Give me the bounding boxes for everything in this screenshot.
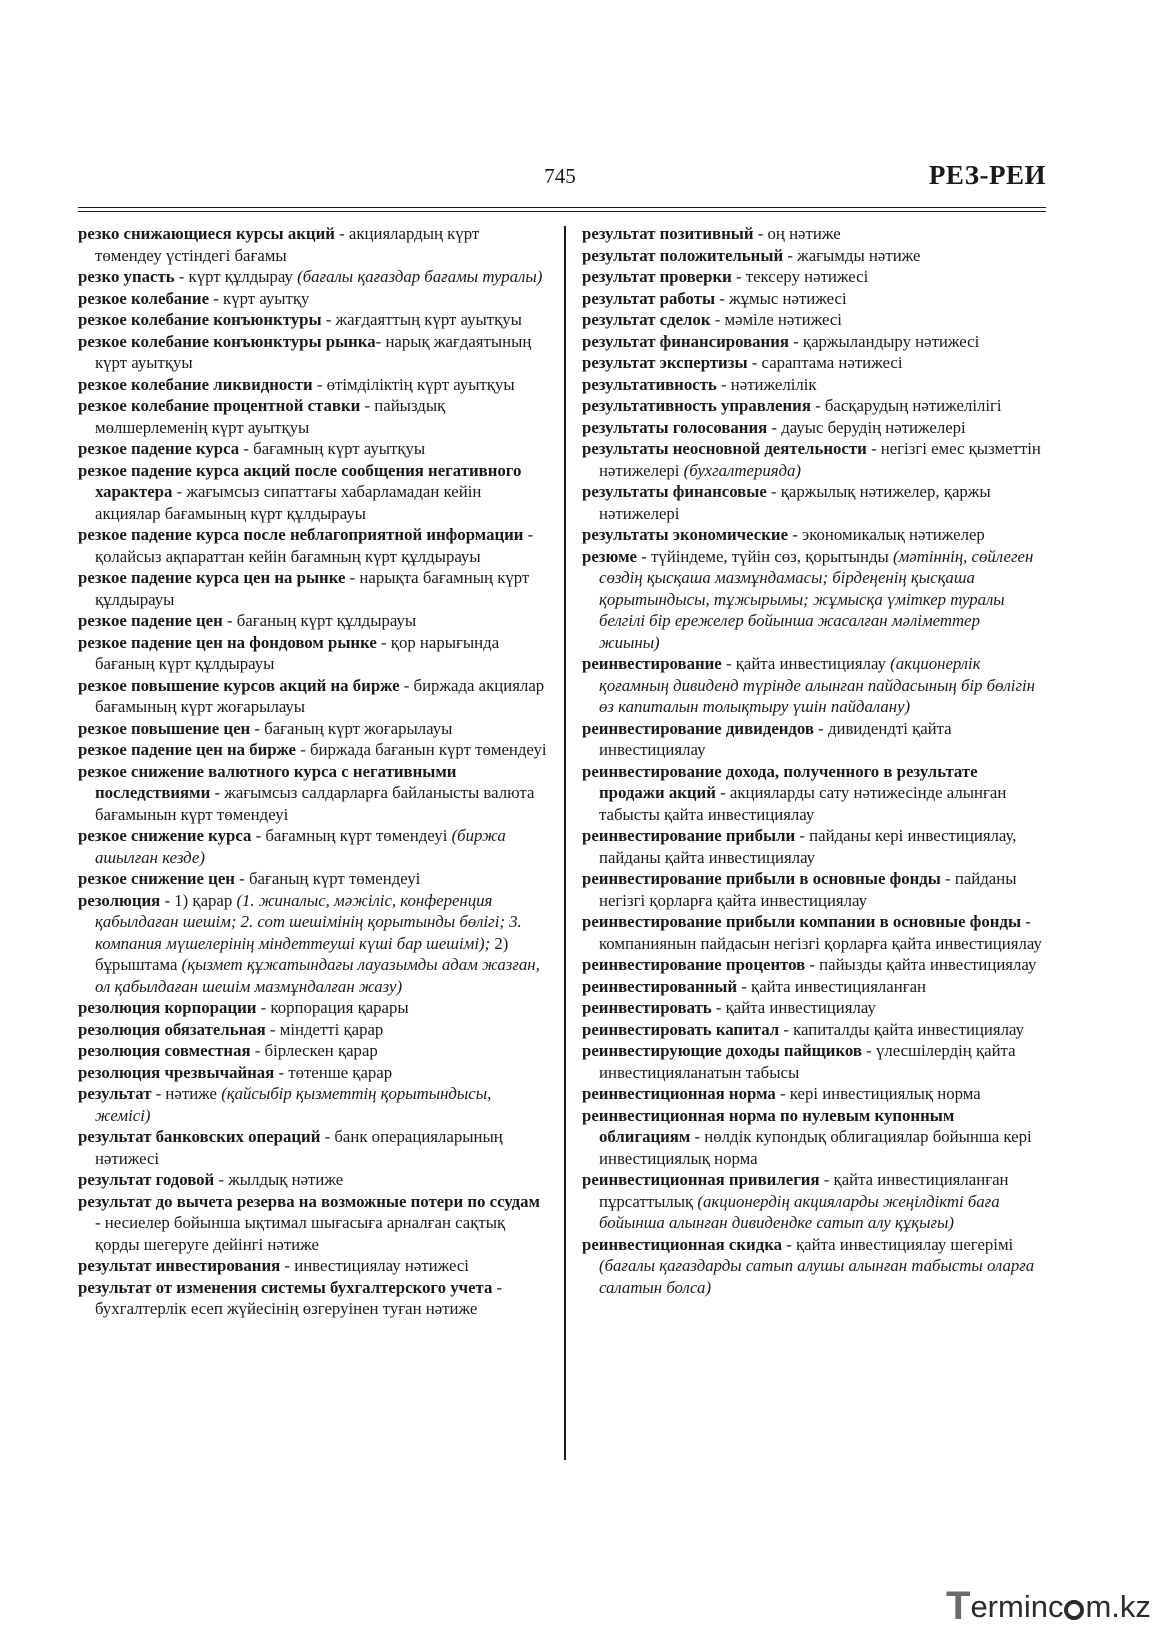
entry-headword: реинвестирование прибыли компании в основные фонды (582, 912, 1022, 931)
dictionary-entry (582, 911, 1044, 954)
entry-translation: - қайта инвестициялау (711, 998, 876, 1017)
left-column (78, 223, 548, 1320)
dictionary-entry (582, 546, 1044, 654)
entry-headword: реинвестировать (582, 998, 712, 1017)
running-head: РЕЗ-РЕИ (928, 160, 1046, 190)
dictionary-entry (582, 1019, 1044, 1041)
entry-headword: результат позитивный (582, 224, 754, 243)
dictionary-entry (78, 632, 548, 675)
entry-headword: реинвестиционная привилегия (582, 1170, 820, 1189)
dictionary-entry (582, 374, 1044, 396)
entry-translation: - төтенше қарар (274, 1062, 393, 1082)
entry-translation: - нөлдік купондық облигациялар бойынша кері инвестициялық норма (599, 1127, 1032, 1168)
entry-headword: результат от изменения системы бухгалтерского учета (78, 1277, 493, 1297)
entry-headword: резкое колебание (78, 288, 210, 308)
site-logo (946, 1584, 1151, 1629)
dictionary-entry (582, 395, 1044, 417)
logo-letter: T (946, 1584, 971, 1628)
entry-headword: реинвестировать капитал (582, 1019, 780, 1039)
entry-translation: - тексеру нәтижесі (731, 267, 869, 286)
entry-translation: - бірлескен қарар (250, 1041, 378, 1060)
entry-translation: - жағымсыз сипаттағы хабарламадан кейін акциялар бағамының күрт құлдырауы (95, 482, 482, 523)
dictionary-entry (78, 890, 548, 998)
entry-headword: результат годовой (78, 1170, 215, 1189)
entry-translation: - мәміле нәтижесі (710, 310, 842, 329)
entry-translation: - жұмыс нәтижесі (715, 288, 847, 308)
dictionary-entry (582, 825, 1044, 868)
dictionary-entry (78, 1040, 548, 1062)
dictionary-entry (78, 868, 548, 890)
entry-headword: резолюция чрезвычайная (78, 1062, 275, 1082)
entry-translation: - банк операцияларының нәтижесі (95, 1127, 503, 1168)
entry-translation: - компаниянын пайдасын негізгі қорларға қайта инвестициялау (599, 912, 1042, 953)
entry-note: (бухгалтерияда) (683, 460, 801, 480)
dictionary-entry (78, 1255, 548, 1277)
dictionary-entry (78, 610, 548, 632)
entry-headword: реинвестиционная норма (582, 1084, 776, 1103)
entry-headword: резкое падение курса после неблагоприятной информации (78, 525, 524, 544)
dictionary-entry (582, 481, 1044, 524)
entry-translation: - акциялардың күрт төмендеу үстіндегі бағамы (95, 224, 480, 265)
entry-headword: резолюция корпорации (78, 998, 257, 1017)
entry-note: (бағалы қағаздар бағамы туралы) (297, 267, 543, 286)
entry-translation: - бағамның күрт ауытқуы (239, 439, 426, 458)
logo-ring-icon (1064, 1600, 1084, 1620)
entry-headword: реинвестирование (582, 654, 722, 673)
entry-headword: резкое колебание конъюнктуры рынка (78, 331, 376, 351)
entry-note: (акционерлік қоғамның дивиденд түрінде алынған пайдасының бір бөлігін өз капиталын толықтыру үшін пайдалану) (599, 654, 1035, 716)
dictionary-entry (78, 395, 548, 438)
dictionary-entry (78, 438, 548, 460)
entry-headword: резкое колебание конъюнктуры (78, 310, 322, 329)
entry-translation: - дауыс берудің нәтижелері (767, 417, 966, 437)
entry-translation: - қайта инвестицияланған (737, 976, 927, 996)
dictionary-entry (582, 718, 1044, 761)
entry-headword: резкое снижение валютного курса с негативными последствиями (78, 761, 457, 802)
entry-translation: - үлесшілердің қайта инвестицияланатын табысы (599, 1041, 1016, 1082)
entry-headword: резкое падение цен (78, 611, 223, 630)
entry-translation: - басқарудың нәтижелілігі (810, 396, 1002, 415)
entry-headword: результаты неосновной деятельности (582, 439, 867, 458)
entry-headword: результат до вычета резерва на возможные потери по ссудам (78, 1191, 540, 1211)
entry-translation: - несиелер бойынша ықтимал шығасыға арналған сақтық қорды шегеруге дейінгі нәтиже (95, 1213, 506, 1254)
logo-text-part3: m.kz (1085, 1588, 1151, 1624)
entry-note: (қайсыбір қызметтің қорытындысы, жемісі) (95, 1084, 492, 1125)
entry-headword: резко упасть (78, 267, 175, 286)
entry-headword: резкое падение курса акций после сообщения негативного характера (78, 460, 522, 501)
dictionary-entry (582, 868, 1044, 911)
dictionary-entry (78, 567, 548, 610)
dictionary-entry (582, 954, 1044, 976)
entry-headword: реинвестирование дивидендов (582, 718, 814, 738)
entry-translation: - негізгі емес қызметтін нәтижелері (599, 439, 1041, 480)
dictionary-entry (78, 1126, 548, 1169)
dictionary-entry (78, 739, 548, 761)
logo-text-part2: c (1047, 1588, 1064, 1624)
entry-translation: - нәтижелілік (716, 374, 817, 394)
entry-translation: - пайданы кері инвестициялау, пайданы қайта инвестициялау (599, 826, 1017, 867)
dictionary-entry (78, 309, 548, 331)
entry-translation: - бағамның күрт төмендеуі (251, 826, 452, 845)
logo-text-part1: ermin (970, 1588, 1048, 1624)
dictionary-entry (582, 438, 1044, 481)
entry-headword: результат сделок (582, 310, 711, 329)
entry-headword: результативность (582, 374, 717, 394)
dictionary-entry (582, 245, 1044, 267)
entry-translation: - корпорация қарары (256, 998, 409, 1017)
entry-headword: реинвестирование процентов (582, 955, 806, 974)
entry-translation: - бағаның күрт төмендеуі (234, 869, 421, 888)
dictionary-entry (582, 288, 1044, 310)
dictionary-entry (582, 976, 1044, 998)
page-number: 745 (544, 164, 576, 188)
entry-translation: - инвестициялау нәтижесі (280, 1256, 469, 1275)
entry-headword: резко снижающиеся курсы акций (78, 224, 335, 243)
dictionary-entry (582, 417, 1044, 439)
entry-translation: - күрт құлдырау (174, 267, 298, 286)
dictionary-entry (582, 1105, 1044, 1170)
dictionary-entry (78, 288, 548, 310)
dictionary-entry (78, 1277, 548, 1320)
dictionary-entry (582, 524, 1044, 546)
entry-headword: результат инвестирования (78, 1256, 281, 1275)
entry-headword: реинвестиционная скидка (582, 1234, 783, 1254)
dictionary-entry (78, 1083, 548, 1126)
entry-translation: - дивидендті қайта инвестициялау (599, 718, 952, 759)
dictionary-entry (78, 1019, 548, 1041)
entry-headword: резолюция совместная (78, 1041, 251, 1060)
entry-note: (1. жиналыс, мәжіліс, конференция қабылдаған шешім; 2. сот шешімінің қорытынды бөлігі; 3. компания мүшелерінің міндеттеуші күші бар шешімі); (95, 890, 522, 953)
entry-headword: реинвестирование прибыли (582, 826, 796, 845)
entry-translation: - 1) қарар (160, 890, 237, 910)
dictionary-entry (582, 331, 1044, 353)
entry-headword: результат банковских операций (78, 1127, 321, 1146)
header-rule (78, 207, 1046, 208)
entry-translation: - жағымсыз салдарларға байланысты валюта бағамынын күрт төмендеуі (95, 783, 535, 824)
entry-translation: - нәтиже (151, 1084, 222, 1103)
entry-translation: - оң нәтиже (753, 224, 841, 243)
dictionary-entry (582, 352, 1044, 374)
entry-translation: - биржада акциялар бағамының күрт жоғарылауы (95, 675, 545, 716)
entry-translation: - биржада бағанын күрт төмендеуі (296, 740, 547, 759)
entry-translation: - қаржылық нәтижелер, қаржы нәтижелері (599, 482, 991, 523)
entry-headword: результат (78, 1084, 152, 1103)
entry-headword: результативность управления (582, 396, 811, 415)
entry-translation: - жағымды нәтиже (783, 245, 921, 265)
entry-headword: резкое снижение цен (78, 869, 235, 888)
entry-translation: 2) бұрыштама (95, 933, 509, 974)
entry-translation: - жағдаяттың күрт ауытқуы (321, 310, 522, 329)
header-rule-thin (78, 211, 1046, 212)
entry-note: (биржа ашылған кезде) (95, 826, 506, 867)
dictionary-entry (78, 718, 548, 740)
entry-headword: резкое повышение курсов акций на бирже (78, 675, 400, 695)
dictionary-entry (582, 1083, 1044, 1105)
entry-note: (бағалы қағаздарды сатып алушы алынған табысты оларға салатын болса) (599, 1256, 1035, 1297)
dictionary-entry (582, 761, 1044, 826)
entry-headword: резкое колебание процентной ставки (78, 396, 361, 415)
entry-translation: - сараптама нәтижесі (747, 353, 903, 372)
entry-headword: результаты финансовые (582, 482, 767, 501)
entry-translation: - қолайсыз ақпараттан кейін бағамның күрт құлдырауы (95, 525, 534, 566)
entry-headword: резкое падение курса (78, 439, 240, 458)
entry-headword: результат положительный (582, 245, 784, 265)
dictionary-entry (78, 223, 548, 266)
entry-translation: - өтімділіктің күрт ауытқуы (312, 374, 515, 394)
entry-translation: - міндетті қарар (265, 1019, 384, 1039)
entry-translation: - пайданы негізгі қорларға қайта инвестициялау (599, 869, 1017, 910)
dictionary-entry (78, 997, 548, 1019)
entry-headword: резкое колебание ликвидности (78, 374, 313, 394)
entry-translation: - күрт ауытқу (209, 288, 310, 308)
dictionary-entry (582, 1040, 1044, 1083)
entry-translation: - қайта инвестициялау шегерімі (782, 1234, 1014, 1254)
dictionary-entry (78, 825, 548, 868)
entry-headword: результат работы (582, 288, 716, 308)
entry-translation: - акцияларды сату нәтижесінде алынған табысты қайта инвестициялау (599, 783, 1007, 824)
dictionary-entry (78, 1062, 548, 1084)
right-column (582, 223, 1044, 1298)
dictionary-entry (78, 675, 548, 718)
entry-translation: - пайызды қайта инвестициялау (805, 955, 1037, 974)
entry-translation: - бағаның күрт құлдырауы (222, 611, 417, 630)
dictionary-entry (582, 309, 1044, 331)
dictionary-entry (78, 1169, 548, 1191)
entry-headword: резолюция обязательная (78, 1019, 266, 1039)
entry-headword: реинвестирующие доходы пайщиков (582, 1041, 862, 1060)
entry-translation: - бағаның күрт жоғарылауы (250, 718, 453, 738)
entry-translation: - бухгалтерлік есеп жүйесінің өзгеруінен туған нәтиже (95, 1277, 503, 1318)
entry-translation: - қайта инвестицияланған пұрсаттылық (599, 1170, 1009, 1211)
entry-translation: - қайта инвестициялау (721, 654, 891, 673)
entry-headword: реинвестиционная норма по нулевым купонным облигациям (582, 1105, 955, 1146)
entry-headword: резкое падение цен на фондовом рынке (78, 632, 377, 652)
column-divider (564, 226, 566, 1460)
entry-headword: результат проверки (582, 267, 732, 286)
entry-headword: реинвестирование дохода, полученного в результате продажи акций (582, 761, 978, 802)
entry-note: (қызмет құжатындағы лауазымды адам жазған, ол қабылдаған шешім мазмұндалған жазу) (95, 955, 540, 996)
entry-headword: резкое снижение курса (78, 826, 252, 845)
entry-headword: результаты экономические (582, 525, 789, 544)
entry-headword: реинвестирование прибыли в основные фонды (582, 869, 941, 888)
dictionary-entry (582, 997, 1044, 1019)
dictionary-entry (582, 266, 1044, 288)
entry-translation: - нарық жағдаятының күрт ауытқуы (95, 331, 532, 372)
dictionary-entry (582, 1234, 1044, 1299)
entry-translation: - экономикалық нәтижелер (788, 525, 985, 544)
dictionary-entry (78, 761, 548, 826)
entry-headword: результат экспертизы (582, 353, 748, 372)
entry-translation: - пайыздық мөлшерлеменің күрт ауытқуы (95, 396, 446, 437)
entry-translation: - нарықта бағамның күрт құлдырауы (95, 568, 530, 609)
entry-headword: резкое падение цен на бирже (78, 740, 297, 759)
entry-translation: - кері инвестициялық норма (775, 1084, 981, 1103)
dictionary-entry (582, 223, 1044, 245)
entry-headword: резолюция (78, 890, 161, 910)
entry-translation: - қаржыландыру нәтижесі (788, 331, 980, 351)
entry-translation: - жылдық нәтиже (214, 1170, 344, 1189)
dictionary-entry (582, 653, 1044, 718)
entry-headword: реинвестированный (582, 976, 738, 996)
dictionary-entry (582, 1169, 1044, 1234)
entry-note: (акционердің акцияларды жеңілдікті баға бойынша алынған дивидендке сатып алу құқығы) (599, 1191, 1000, 1232)
dictionary-entry (78, 266, 548, 288)
entry-translation: - капиталды қайта инвестициялау (779, 1019, 1024, 1039)
dictionary-entry (78, 374, 548, 396)
entry-headword: резкое падение курса цен на рынке (78, 568, 346, 587)
entry-headword: резкое повышение цен (78, 718, 251, 738)
entry-translation: - қор нарығында бағаның күрт құлдырауы (95, 632, 500, 673)
entry-translation: - түйіндеме, түйін сөз, қорытынды (637, 546, 893, 566)
entry-headword: резюме (582, 546, 638, 566)
entry-note: (мәтіннің, сөйлеген сөздің қысқаша мазмұндамасы; бірдеңенің қысқаша қорытындысы, тұжырымы; жұмысқа үміткер туралы белгілі бір ережелер бойынша жасалған мәліметтер жиыны) (599, 546, 1034, 652)
dictionary-entry (78, 460, 548, 525)
entry-headword: результат финансирования (582, 331, 789, 351)
dictionary-entry (78, 331, 548, 374)
entry-headword: результаты голосования (582, 417, 768, 437)
dictionary-entry (78, 524, 548, 567)
dictionary-entry (78, 1191, 548, 1256)
